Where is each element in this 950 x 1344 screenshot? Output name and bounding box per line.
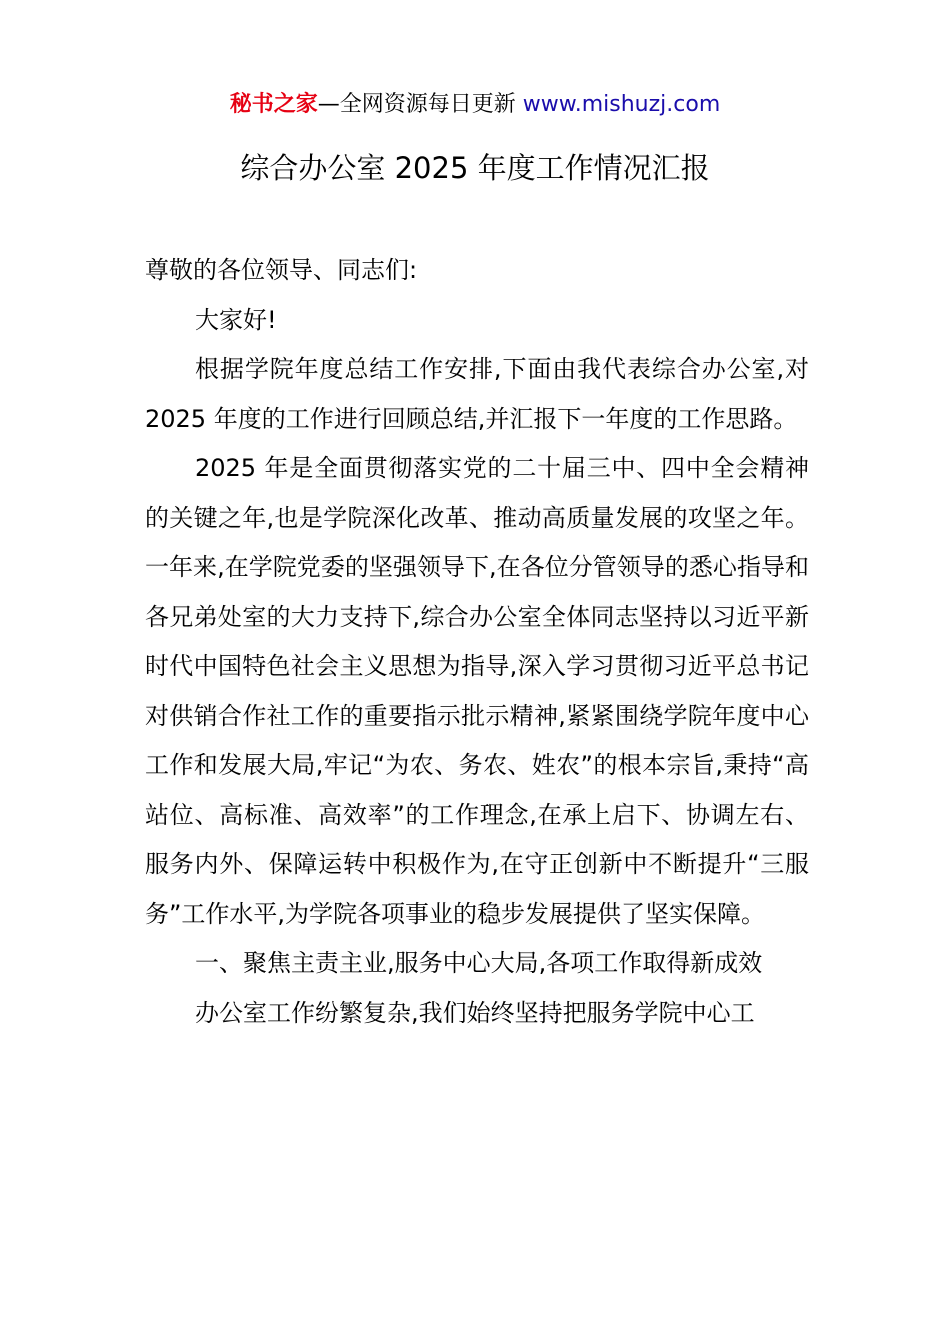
section-heading: 一、聚焦主责主业,服务中心大局,各项工作取得新成效 [195, 949, 763, 977]
site-brand: 秘书之家 [229, 92, 318, 117]
site-tagline: —全网资源每日更新 [317, 92, 523, 117]
document-body [145, 246, 809, 1038]
greeting: 大家好! [195, 305, 277, 334]
site-url-link[interactable]: www.mishuzj.com [522, 92, 721, 117]
document-title: 综合办公室 2025 年度工作情况汇报 [240, 151, 710, 185]
paragraph: 办公室工作纷繁复杂,我们始终坚持把服务学院中心工 [195, 998, 755, 1027]
paragraph: 根据学院年度总结工作安排,下面由我代表综合办公室,对 2025 年度的工作进行回顾总结,并汇报下一年度的工作思路。 [145, 355, 809, 433]
site-header [0, 88, 950, 122]
paragraph: 2025 年是全面贯彻落实党的二十届三中、四中全会精神的关键之年,也是学院深化改革、推动高质量发展的攻坚之年。一年来,在学院党委的坚强领导下,在各位分管领导的悉心指导和各兄弟处室的大力支持下,综合办公室全体同志坚持以习近平新时代中国特色社会主义思想为指导,深入学习贯彻习近平总书记对供销合作社工作的重要指示批示精神,紧紧围绕学院年度中心工作和发展大局,牢记“为农、务农、姓农”的根本宗旨,秉持“高站位、高标准、高效率”的工作理念,在承上启下、协调左右、服务内外、保障运转中积极作为,在守正创新中不断提升“三服务”工作水平,为学院各项事业的稳步发展提供了坚实保障。 [145, 454, 809, 928]
salutation: 尊敬的各位领导、同志们: [145, 256, 418, 284]
